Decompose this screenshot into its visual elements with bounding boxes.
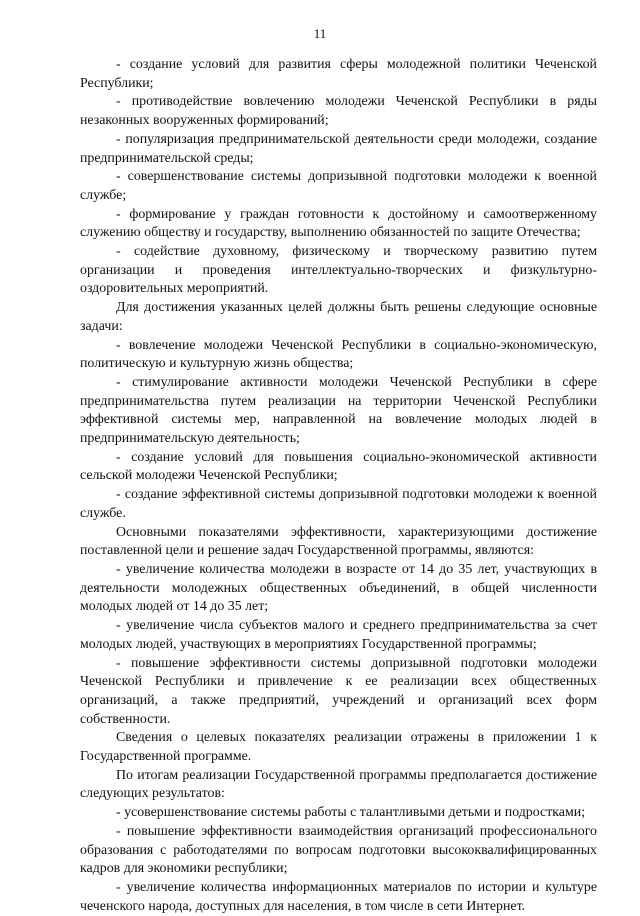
paragraph-goal-youth-policy: - создание условий для развития сферы молодежной политики Чеченской Республики; (80, 57, 597, 91)
paragraph-task-involvement: - вовлечение молодежи Чеченской Республики в социально-экономическую, политическую и культурную жизнь общества; (80, 337, 597, 372)
paragraph-results-intro: По итогам реализации Государственной программы предполагается достижение следующих результатов: (80, 767, 597, 802)
paragraph-indicators-intro: Основными показателями эффективности, характеризующими достижение поставленной цели и решение задач Государственной программы, являются: (80, 524, 597, 559)
paragraph-task-stimulation: - стимулирование активности молодежи Чеченской Республики в сфере предпринимательства путем реализации на территории Чеченской Республики эффективной системы мер, направленной на вовлечение молодых людей в предпринимательскую деятельность; (80, 374, 597, 447)
paragraph-goal-development: - содействие духовному, физическому и творческому развитию путем организации и проведения интеллектуально-творческих и физкультурно-оздоровительных мероприятий. (80, 244, 597, 297)
page-number: 11 (313, 26, 327, 41)
paragraph-goal-pre-conscription: - совершенствование системы допризывной подготовки молодежи к военной службе; (80, 169, 597, 203)
paragraph-appendix-reference: Сведения о целевых показателях реализации отражены в приложении 1 к Государственной программе. (80, 730, 597, 765)
paragraph-goal-counter-armed-groups: - противодействие вовлечению молодежи Чеченской Республики в ряды незаконных вооруженных формирований; (80, 94, 597, 129)
paragraph-indicator-small-business: - увеличение числа субъектов малого и среднего предпринимательства за счет молодых людей, участвующих в мероприятиях Государственной программы; (80, 618, 597, 652)
paragraph-indicator-youth-count: - увеличение количества молодежи в возрасте от 14 до 35 лет, участвующих в деятельности молодежных общественных объединений, в общей численности молодых людей от 14 до 35 лет; (80, 561, 597, 615)
paragraph-task-rural-youth: - создание условий для повышения социально-экономической активности сельской молодежи Чеченской Республики; (80, 449, 597, 484)
paragraph-tasks-intro: Для достижения указанных целей должны быть решены следующие основные задачи: (80, 300, 597, 334)
paragraph-result-talented-children: - усовершенствование системы работы с талантливыми детьми и подростками; (116, 805, 586, 821)
paragraph-result-vocational-education: - повышение эффективности взаимодействия организаций профессионального образования с работодателями по вопросам подготовки высококвалифицированных кадров для экономики республики; (80, 823, 597, 877)
paragraph-result-information-materials: - увеличение количества информационных материалов по истории и культуре чеченского народа, доступных для населения, в том числе в сети Интернет. (80, 879, 597, 914)
paragraph-goal-patriotic-readiness: - формирование у граждан готовности к достойному и самоотверженному служению обществу и государству, выполнению обязанностей по защите Отечества; (80, 206, 597, 241)
document-body (80, 56, 597, 916)
paragraph-task-pre-conscription: - создание эффективной системы допризывной подготовки молодежи к военной службе. (80, 487, 597, 521)
paragraph-indicator-pre-conscription: - повышение эффективности системы допризывной подготовки молодежи Чеченской Республики и привлечение к ее реализации всех общественных организаций, а также предприятий, учреждений и организаций всех форм собственности. (80, 655, 597, 727)
paragraph-goal-entrepreneurship: - популяризация предпринимательской деятельности среди молодежи, создание предпринимательской среды; (80, 131, 597, 166)
